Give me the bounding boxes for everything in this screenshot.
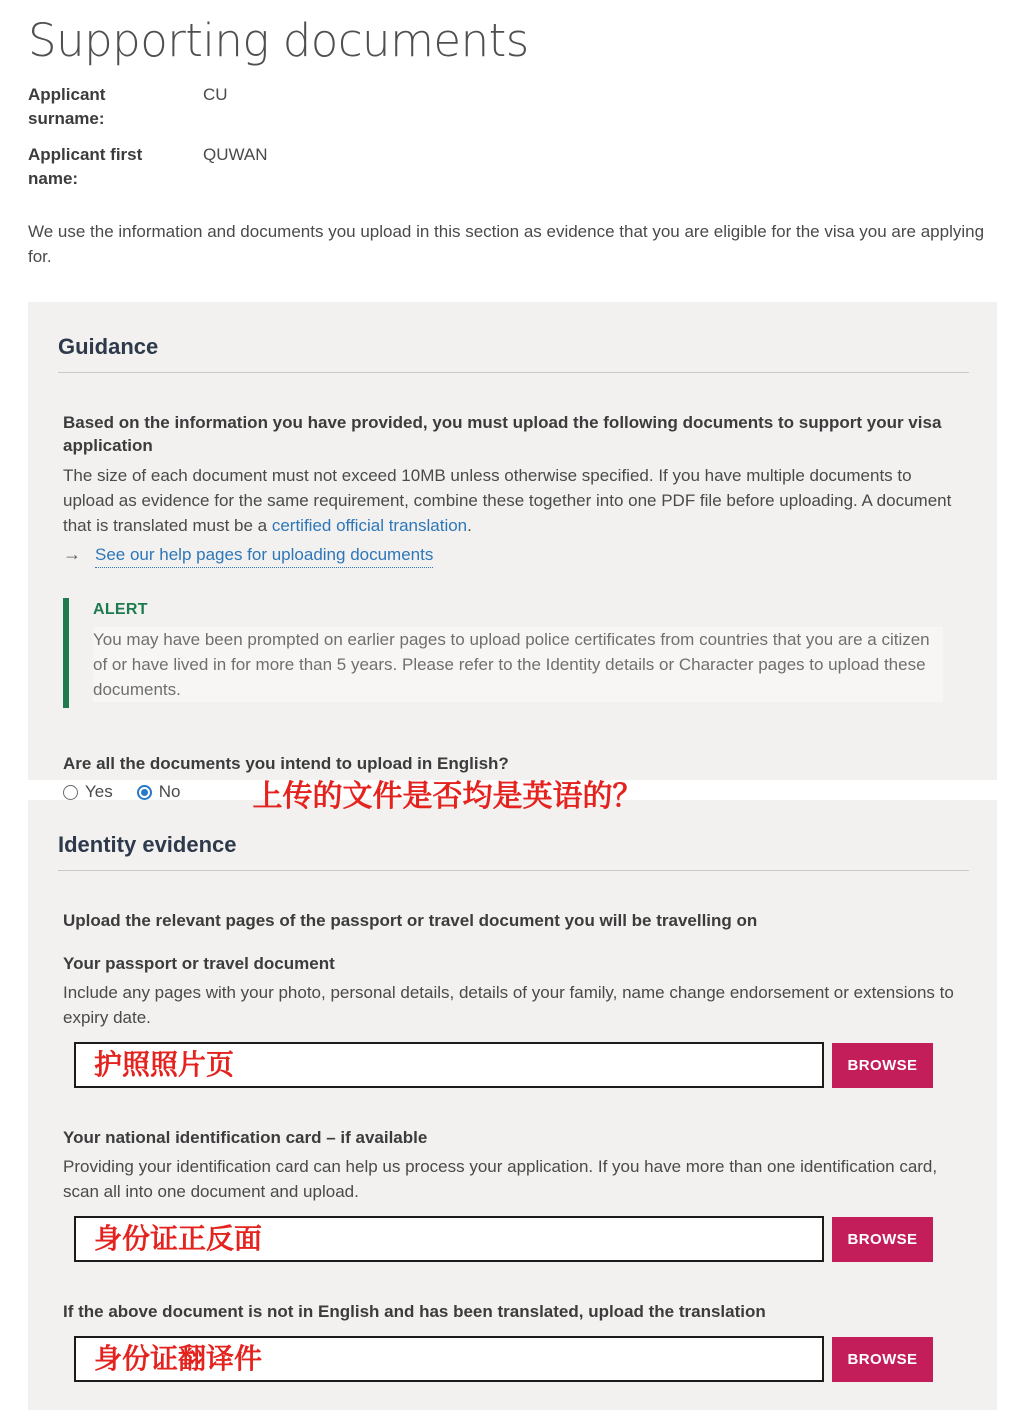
guidance-body — [63, 463, 962, 538]
applicant-surname-row — [28, 83, 1020, 131]
alert-text: You may have been prompted on earlier pages to upload police certificates from countries that you are a citizen of or have lived in for more than 5 years. Please refer to the Identity details or Character pages to upload these documents. — [93, 627, 943, 702]
alert-box — [63, 598, 962, 708]
translation-browse-button[interactable]: BROWSE — [832, 1337, 933, 1382]
national-id-upload-label: Your national identification card – if available — [63, 1128, 428, 1147]
page-title: Supporting documents — [28, 14, 529, 67]
arrow-right-icon: → — [63, 544, 81, 564]
supporting-documents-page — [0, 14, 1020, 1374]
national-id-upload-row — [74, 1216, 997, 1262]
applicant-summary — [28, 83, 1020, 191]
upload-group-passport — [28, 954, 997, 1088]
alert-label: ALERT — [93, 601, 148, 618]
identity-evidence-section — [28, 800, 997, 1410]
guidance-section — [28, 302, 997, 813]
passport-upload-label: Your passport or travel document — [63, 954, 335, 973]
radio-yes-label: Yes — [85, 782, 113, 801]
passport-upload-description: Include any pages with your photo, personal details, details of your family, name change endorsement or extensions to expiry date. — [63, 983, 954, 1027]
applicant-first-name-value: QUWAN — [203, 145, 268, 164]
translation-upload-label: If the above document is not in English and has been translated, upload the translation — [63, 1302, 766, 1321]
passport-upload-row — [74, 1042, 997, 1088]
applicant-first-name-label: Applicant first name: — [28, 145, 143, 188]
guidance-body-text: The size of each document must not exceed 10MB unless otherwise specified. If you have multiple documents to upload as evidence for the same requirement, combine these together into one PDF file before uploading. A document that is translated must be a — [63, 466, 952, 535]
radio-option-yes[interactable] — [63, 782, 113, 802]
guidance-heading: Guidance — [58, 334, 159, 359]
uploading-documents-help-link[interactable]: See our help pages for uploading documents — [95, 542, 433, 568]
national-id-browse-button[interactable]: BROWSE — [832, 1217, 933, 1262]
identity-divider — [58, 870, 969, 871]
translation-annotation-chinese: 身份证翻译件 — [94, 1343, 263, 1374]
applicant-surname-value: CU — [203, 85, 228, 104]
national-id-file-input[interactable] — [74, 1216, 824, 1262]
guidance-divider — [58, 372, 969, 373]
identity-intro: Upload the relevant pages of the passport or travel document you will be travelling on — [63, 911, 758, 930]
english-documents-question: Are all the documents you intend to upload in English? — [63, 754, 509, 773]
radio-no-icon[interactable] — [137, 785, 152, 800]
page-intro: We use the information and documents you upload in this section as evidence that you are eligible for the visa you are applying for. — [28, 222, 985, 266]
passport-file-input[interactable] — [74, 1042, 824, 1088]
identity-evidence-heading: Identity evidence — [58, 832, 237, 857]
translation-upload-row — [74, 1336, 997, 1382]
applicant-first-name-row — [28, 143, 1020, 191]
guidance-body-period: . — [467, 516, 472, 535]
guidance-lead: Based on the information you have provided, you must upload the following documents to support your visa application — [63, 413, 942, 455]
national-id-upload-description: Providing your identification card can help us process your application. If you have more than one identification card, scan all into one document and upload. — [63, 1157, 938, 1201]
radio-no-label: No — [158, 782, 181, 801]
passport-browse-button[interactable]: BROWSE — [832, 1043, 933, 1088]
question-annotation-chinese: 上传的文件是否均是英语的？ — [252, 780, 643, 813]
certified-translation-link[interactable]: certified official translation — [271, 516, 468, 535]
radio-option-no[interactable] — [137, 782, 181, 802]
national-id-annotation-chinese: 身份证正反面 — [94, 1223, 263, 1254]
upload-group-translation — [28, 1302, 997, 1382]
applicant-surname-label: Applicant surname: — [28, 85, 106, 128]
translation-file-input[interactable] — [74, 1336, 824, 1382]
passport-annotation-chinese: 护照照片页 — [94, 1049, 235, 1080]
upload-group-national-id — [28, 1128, 997, 1262]
radio-yes-icon[interactable] — [63, 785, 78, 800]
help-link-row — [63, 542, 962, 568]
